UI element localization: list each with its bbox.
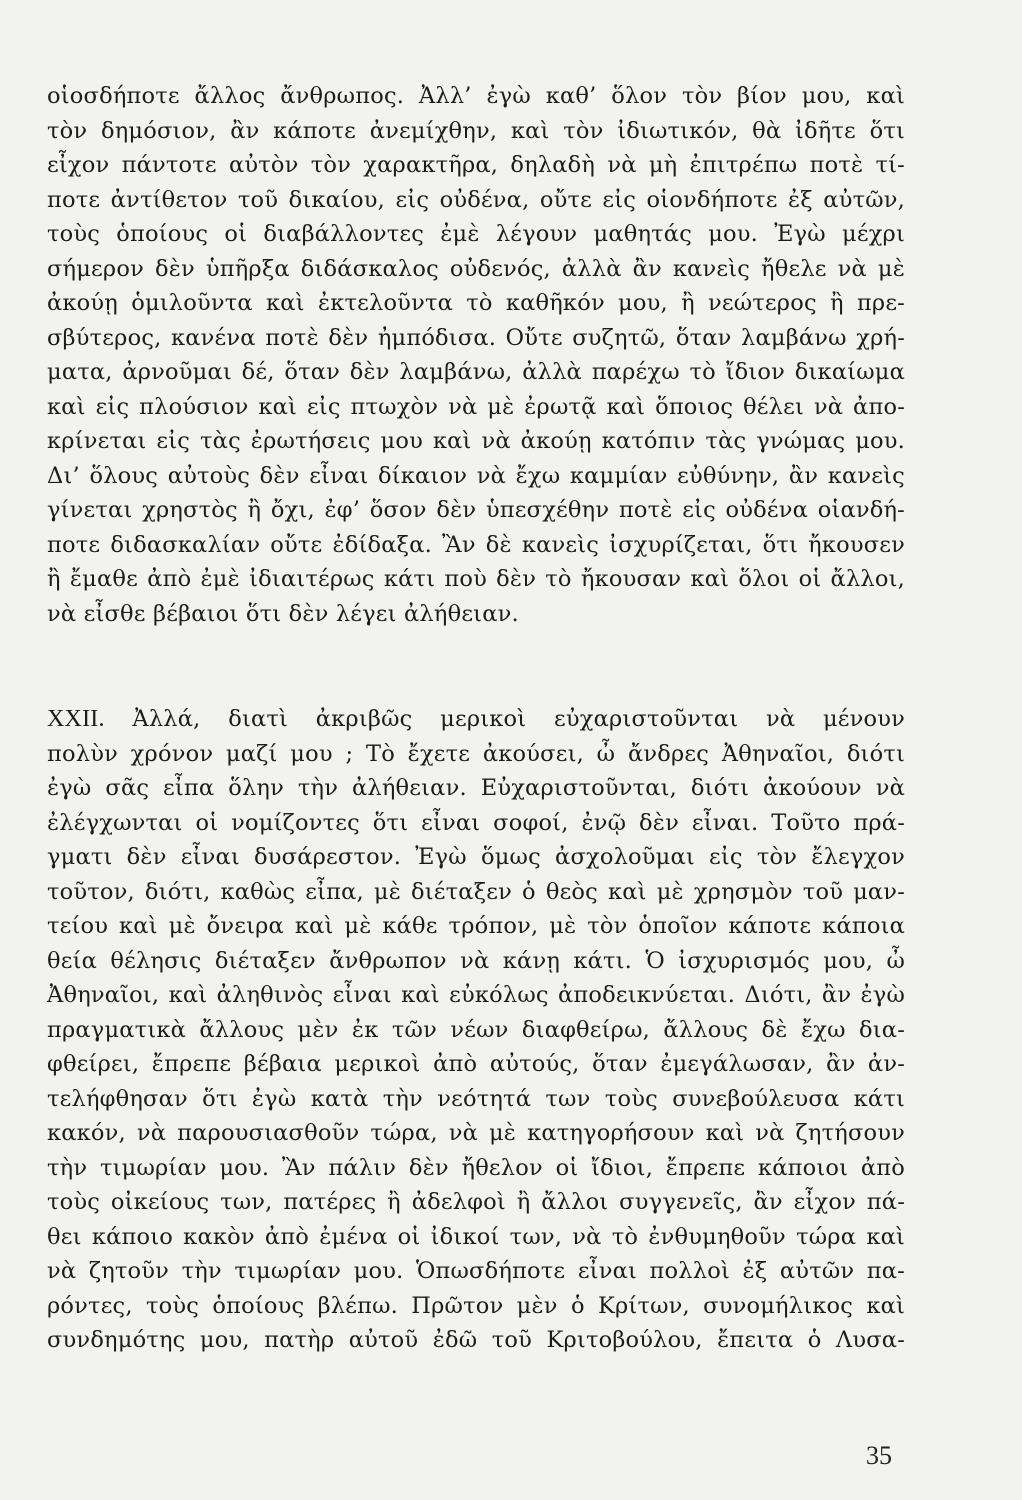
- text-line: τοῦτον, διότι, καθὼς εἶπα, μὲ διέταξεν ὁ θεὸς καὶ μὲ χρησμὸν τοῦ μαν-: [47, 878, 905, 905]
- text-line: οἱοσδήποτε ἄλλος ἄνθρωπος. Ἀλλ’ ἐγὼ καθ’ ὅλον τὸν βίον μου, καὶ: [47, 83, 905, 109]
- text-line: τείου καὶ μὲ ὄνειρα καὶ μὲ κάθε τρόπον, μὲ τὸν ὁποῖον κάποτε κάποια: [47, 913, 905, 939]
- paragraph-2: [47, 702, 905, 1358]
- text-line: νὰ ζητοῦν τὴν τιμωρίαν μου. Ὁπωσδήποτε εἶναι πολλοὶ ἐξ αὐτῶν πα-: [47, 1258, 905, 1284]
- text-line: εἶχον πάντοτε αὐτὸν τὸν χαρακτῆρα, δηλαδὴ νὰ μὴ ἐπιτρέπω ποτὲ τί-: [47, 152, 905, 178]
- text-line: ἐγὼ σᾶς εἶπα ὅλην τὴν ἀλήθειαν. Εὐχαριστοῦνται, διότι ἀκούουν νὰ: [47, 775, 905, 801]
- text-line: θει κάποιο κακὸν ἀπὸ ἐμένα οἱ ἰδικοί των, νὰ τὸ ἐνθυμηθοῦν τώρα καὶ: [47, 1223, 905, 1250]
- text-line: τὴν τιμωρίαν μου. Ἂν πάλιν δὲν ἤθελον οἱ ἴδιοι, ἔπρεπε κάποιοι ἀπὸ: [47, 1154, 905, 1181]
- text-line: σήμερον δὲν ὑπῆρξα διδάσκαλος οὐδενός, ἀλλὰ ἂν κανεὶς ἤθελε νὰ μὲ: [47, 255, 905, 282]
- text-line: ματα, ἀρνοῦμαι δέ, ὅταν δὲν λαμβάνω, ἀλλὰ παρέχω τὸ ἴδιον δικαίωμα: [47, 359, 905, 385]
- page-number: 35: [866, 1441, 892, 1470]
- text-line: πραγματικὰ ἄλλους μὲν ἐκ τῶν νέων διαφθείρω, ἄλλους δὲ ἔχω δια-: [47, 1016, 905, 1043]
- text-line: κακόν, νὰ παρουσιασθοῦν τώρα, νὰ μὲ κατηγορήσουν καὶ νὰ ζητήσουν: [47, 1120, 905, 1146]
- text-line: τὸν δημόσιον, ἂν κάποτε ἀνεμίχθην, καὶ τὸν ἰδιωτικόν, θὰ ἰδῆτε ὅτι: [47, 117, 905, 144]
- text-line: γίνεται χρηστὸς ἢ ὄχι, ἐφ’ ὅσον δὲν ὑπεσχέθην ποτὲ εἰς οὐδένα οἱανδή-: [47, 497, 905, 523]
- section-first-line: [47, 702, 905, 737]
- text-line: ποτε ἀντίθετον τοῦ δικαίου, εἰς οὐδένα, οὔτε εἰς οἱονδήποτε ἐξ αὐτῶν,: [47, 186, 905, 213]
- text-line: ἀκούῃ ὁμιλοῦντα καὶ ἐκτελοῦντα τὸ καθῆκόν μου, ἢ νεώτερος ἢ πρε-: [47, 290, 905, 316]
- text-line: τοὺς οἰκείους των, πατέρες ἢ ἀδελφοὶ ἢ ἄλλοι συγγενεῖς, ἂν εἶχον πά-: [47, 1189, 905, 1215]
- text-line: κρίνεται εἰς τὰς ἐρωτήσεις μου καὶ νὰ ἀκούῃ κατόπιν τὰς γνώμας μου.: [47, 428, 905, 454]
- text-line: τελήφθησαν ὅτι ἐγὼ κατὰ τὴν νεότητά των τοὺς συνεβούλευσα κάτι: [47, 1085, 905, 1112]
- section-number: XXII.: [47, 706, 105, 732]
- text-line: γματι δὲν εἶναι δυσάρεστον. Ἐγὼ ὅμως ἀσχολοῦμαι εἰς τὸν ἔλεγχον: [47, 844, 905, 870]
- paragraph-1: [47, 79, 905, 631]
- text-line: καὶ εἰς πλούσιον καὶ εἰς πτωχὸν νὰ μὲ ἐρωτᾷ καὶ ὅποιος θέλει νὰ ἀπο-: [47, 393, 905, 420]
- text-line: φθείρει, ἔπρεπε βέβαια μερικοὶ ἀπὸ αὐτούς, ὅταν ἐμεγάλωσαν, ἂν ἀν-: [47, 1051, 905, 1077]
- text-line: ρόντες, τοὺς ὁποίους βλέπω. Πρῶτον μὲν ὁ Κρίτων, συνομήλικος καὶ: [47, 1292, 905, 1319]
- text-line: ποτε διδασκαλίαν οὔτε ἐδίδαξα. Ἂν δὲ κανεὶς ἰσχυρίζεται, ὅτι ἤκουσεν: [47, 531, 905, 558]
- text-line: ἢ ἔμαθε ἀπὸ ἐμὲ ἰδιαιτέρως κάτι ποὺ δὲν τὸ ἤκουσαν καὶ ὅλοι οἱ ἄλλοι,: [47, 566, 905, 592]
- text-line: ἐλέγχωνται οἱ νομίζοντες ὅτι εἶναι σοφοί, ἐνῷ δὲν εἶναι. Τοῦτο πρά-: [47, 809, 905, 836]
- section-first-line-text: Ἀλλά, διατὶ ἀκριβῶς μερικοὶ εὐχαριστοῦνται νὰ μένουν: [132, 706, 905, 732]
- text-line: Ἀθηναῖοι, καὶ ἀληθινὸς εἶναι καὶ εὐκόλως ἀποδεικνύεται. Διότι, ἂν ἐγὼ: [47, 982, 905, 1008]
- text-line: πολὺν χρόνον μαζί μου ; Τὸ ἔχετε ἀκούσει, ὦ ἄνδρες Ἀθηναῖοι, διότι: [47, 740, 905, 767]
- text-line: Δι’ ὅλους αὐτοὺς δὲν εἶναι δίκαιον νὰ ἔχω καμμίαν εὐθύνην, ἂν κανεὶς: [47, 462, 905, 489]
- text-line: συνδημότης μου, πατὴρ αὐτοῦ ἐδῶ τοῦ Κριτοβούλου, ἔπειτα ὁ Λυσα-: [47, 1327, 905, 1353]
- text-line: νὰ εἶσθε βέβαιοι ὅτι δὲν λέγει ἀλήθειαν.: [47, 600, 519, 627]
- text-line: σβύτερος, κανένα ποτὲ δὲν ἠμπόδισα. Οὔτε συζητῶ, ὅταν λαμβάνω χρή-: [47, 324, 905, 351]
- text-line: τοὺς ὁποίους οἱ διαβάλλοντες ἐμὲ λέγουν μαθητάς μου. Ἐγὼ μέχρι: [47, 221, 905, 247]
- text-line: θεία θέλησις διέταξεν ἄνθρωπον νὰ κάνῃ κάτι. Ὁ ἰσχυρισμός μου, ὦ: [47, 947, 905, 974]
